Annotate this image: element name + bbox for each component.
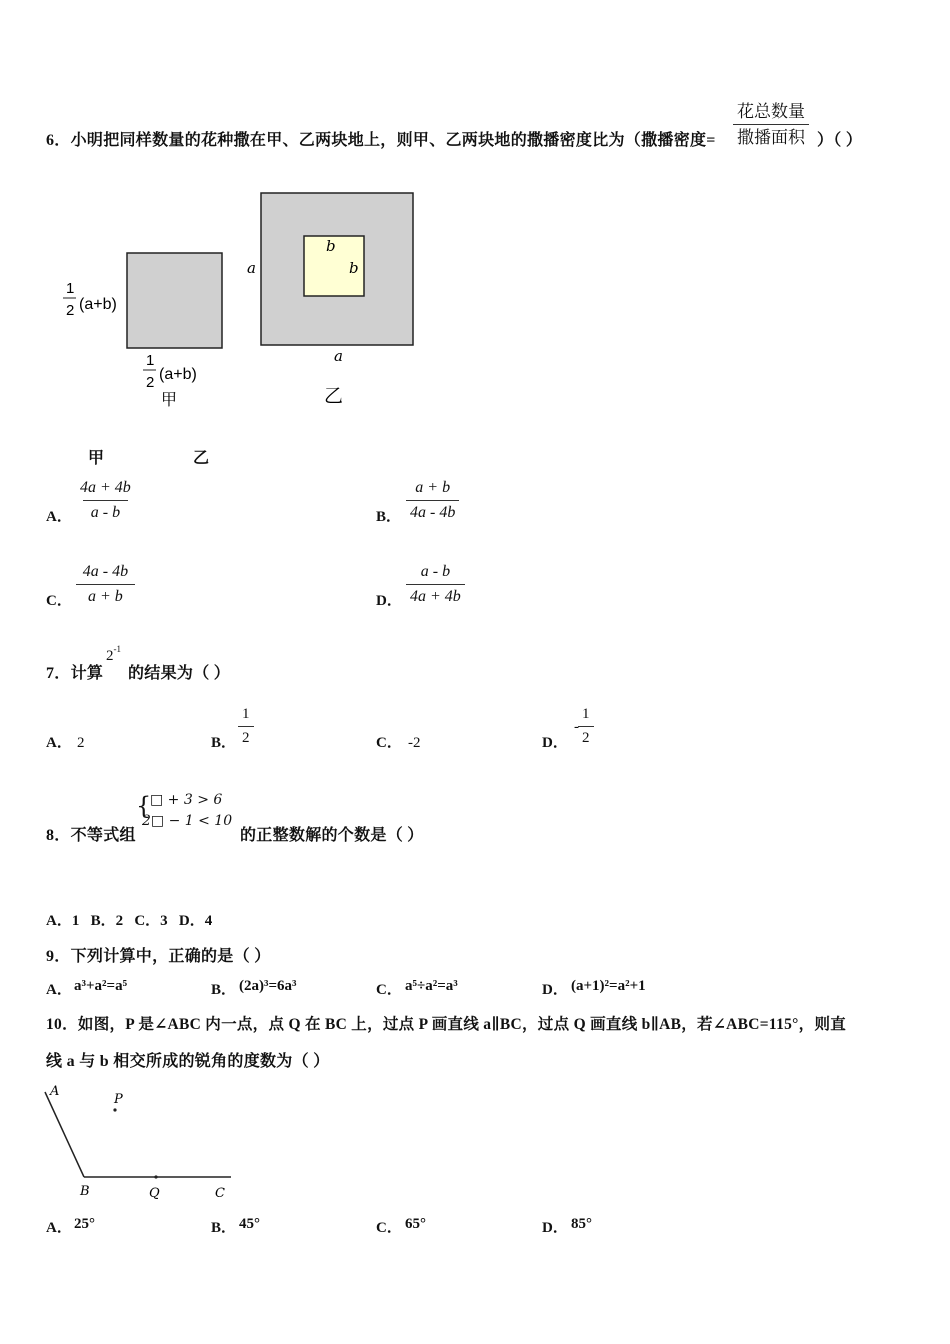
yi-inner-b-top: b: [326, 237, 336, 255]
q8-line2: 2□ − 1 < 10: [142, 813, 233, 829]
yi-outer-a-left: a: [247, 259, 256, 277]
q10-option-d-text[interactable]: 85°: [571, 1216, 592, 1232]
q6-stem-text: 6．小明把同样数量的花种撒在甲、乙两块地上，则甲、乙两块地的撒播密度比为（撒播密度=: [46, 132, 716, 149]
q6-stem-end-text: ）（ ）: [817, 132, 863, 149]
q7-option-d-fraction[interactable]: [578, 707, 594, 746]
q6-figure-jia: [58, 245, 228, 415]
q8-stem-before: 8．不等式组: [46, 827, 136, 844]
label-p: P: [114, 1092, 123, 1107]
q10-stem-line1: 10．如图，P 是∠ABC 内一点，点 Q 在 BC 上，过点 P 画直线 a∥BC，过点 Q 画直线 b∥AB，若∠ABC=115°，则直: [46, 1016, 847, 1033]
q9-option-d-text[interactable]: (a+1)²=a²+1: [571, 978, 646, 994]
q8-brace: {: [136, 792, 152, 820]
q10-stem-line2: 线 a 与 b 相交所成的锐角的度数为（ ）: [46, 1053, 330, 1070]
jia-bottom-coef-den: 2: [146, 374, 155, 391]
q6-density-denominator: 撒播面积: [733, 124, 809, 146]
q10-option-a-text[interactable]: 25°: [74, 1216, 95, 1232]
q7-option-a-value[interactable]: 2: [77, 735, 85, 751]
q6-caption-yi: 乙: [193, 450, 210, 467]
q6-density-fraction: [733, 103, 809, 146]
q9-option-b-label[interactable]: B．: [211, 982, 237, 998]
ray-ba: [45, 1092, 84, 1177]
q6-option-c-den: a + b: [76, 584, 135, 605]
q10-option-b-text[interactable]: 45°: [239, 1216, 260, 1232]
q7-option-b-num: 1: [242, 706, 250, 722]
q6-option-b-den: 4a - 4b: [406, 500, 459, 521]
jia-bottom-coef-num: 1: [146, 352, 155, 369]
q6-option-d-num: a - b: [420, 563, 451, 580]
point-q: [154, 1175, 157, 1178]
q10-option-c-text[interactable]: 65°: [405, 1216, 426, 1232]
q10-figure: [40, 1080, 240, 1205]
q6-option-a-fraction[interactable]: [76, 480, 135, 521]
label-b: B: [80, 1184, 90, 1199]
yi-outer-a-bottom: a: [334, 347, 343, 365]
q7-option-d-num: 1: [582, 706, 590, 722]
yi-label: 乙: [324, 385, 344, 407]
q7-option-b-label[interactable]: B．: [211, 735, 237, 751]
q7-option-b-fraction[interactable]: [238, 707, 254, 746]
q7-option-c-label[interactable]: C．: [376, 735, 402, 751]
q6-option-c-fraction[interactable]: [76, 564, 135, 605]
q8-options[interactable]: A．1 B．2 C．3 D．4: [46, 913, 213, 929]
q6-caption-jia: 甲: [88, 450, 105, 467]
q7-exponent: -1: [113, 644, 121, 654]
q8-line1: □ + 3 > 6: [150, 792, 223, 808]
q6-stem-end: [817, 127, 862, 150]
jia-label: 甲: [161, 390, 178, 409]
q7-power: [106, 644, 121, 665]
q8-inequality-system: [136, 790, 232, 832]
q7-stem-after: 的结果为（ ）: [128, 665, 231, 682]
q7-option-d-label[interactable]: D．: [542, 735, 568, 751]
q7-option-d-sign: -: [574, 719, 579, 735]
q7-base: 2: [106, 648, 114, 664]
q7-stem-before: 7．计算: [46, 665, 104, 682]
q6-option-d-fraction[interactable]: [406, 564, 465, 605]
q7-option-a-label[interactable]: A．: [46, 735, 72, 751]
jia-left-coef-den: 2: [66, 302, 75, 319]
q7-option-b-den: 2: [238, 726, 254, 746]
yi-inner-b-right: b: [349, 259, 359, 277]
q9-option-a-text[interactable]: a³+a²=a⁵: [74, 978, 128, 994]
jia-square: [127, 253, 222, 348]
q7-stem: [46, 660, 103, 683]
q6-option-d-label[interactable]: D．: [376, 593, 402, 609]
q6-option-b-num: a + b: [415, 479, 451, 496]
q7-option-d-den: 2: [578, 726, 594, 746]
q9-stem: 9．下列计算中，正确的是（ ）: [46, 948, 271, 965]
q6-option-c-label[interactable]: C．: [46, 593, 72, 609]
jia-left-expr: (a+b): [79, 296, 117, 313]
point-p: [113, 1108, 116, 1111]
q6-figure-yi: [242, 188, 422, 408]
q10-option-a-label[interactable]: A．: [46, 1220, 72, 1236]
q6-option-b-label[interactable]: B．: [376, 509, 402, 525]
jia-left-coef-num: 1: [66, 280, 75, 297]
q6-option-a-label[interactable]: A．: [46, 509, 72, 525]
q9-option-b-text[interactable]: (2a)³=6a³: [239, 978, 297, 994]
q6-density-numerator: 花总数量: [737, 102, 805, 121]
q10-option-c-label[interactable]: C．: [376, 1220, 402, 1236]
q7-option-c-value[interactable]: -2: [408, 735, 421, 751]
q9-option-a-label[interactable]: A．: [46, 982, 72, 998]
q9-option-c-text[interactable]: a⁵÷a²=a³: [405, 978, 458, 994]
label-c: C: [215, 1186, 225, 1201]
q6-option-a-num: 4a + 4b: [80, 479, 131, 496]
q10-option-d-label[interactable]: D．: [542, 1220, 568, 1236]
q9-option-c-label[interactable]: C．: [376, 982, 402, 998]
label-q: Q: [149, 1186, 160, 1201]
q10-option-b-label[interactable]: B．: [211, 1220, 237, 1236]
jia-bottom-expr: (a+b): [159, 366, 197, 383]
q9-option-d-label[interactable]: D．: [542, 982, 568, 998]
q8-stem-after: 的正整数解的个数是（ ）: [240, 827, 424, 844]
q6-option-a-den: a - b: [83, 500, 128, 521]
q6-option-c-num: 4a - 4b: [82, 563, 129, 580]
q6-option-d-den: 4a + 4b: [406, 584, 465, 605]
label-a: A: [50, 1084, 60, 1099]
q6-option-b-fraction[interactable]: [406, 480, 459, 521]
q6-stem: [46, 127, 716, 150]
